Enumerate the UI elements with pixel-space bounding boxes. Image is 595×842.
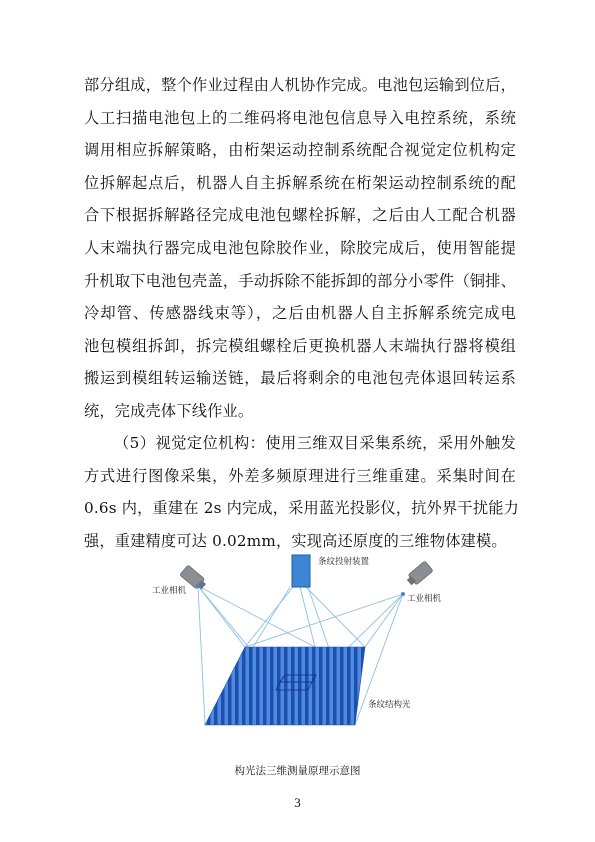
- text-line: 升机取下电池包壳盖，手动拆除不能拆卸的部分小零件（铜排、: [84, 271, 516, 290]
- camera-right-lens: [401, 592, 405, 596]
- page-number: 3: [294, 795, 301, 810]
- projector-device: [292, 555, 310, 587]
- label-structured-light: 条纹结构光: [368, 700, 411, 710]
- text-line: 强，重建精度可达 0.02mm，实现高还原度的三维物体建模。: [84, 531, 507, 550]
- text-line: 方式进行图像采集，外差多频原理进行三维重建。采集时间在: [84, 466, 516, 485]
- text-line: 0.6s 内，重建在 2s 内完成，采用蓝光投影仪，抗外界干扰能力: [84, 499, 519, 518]
- body-paragraph-1: [84, 69, 516, 428]
- camera-right-icon: [405, 561, 433, 588]
- text-line: 池包模组拆卸，拆完模组螺栓后更换机器人末端执行器将模组: [84, 336, 516, 355]
- text-line: （5）视觉定位机构：使用三维双目采集系统，采用外触发: [114, 434, 516, 452]
- text-line: 调用相应拆解策略，由桁架运动控制系统配合视觉定位机构定: [84, 141, 516, 160]
- text-line: 统，完成壳体下线作业。: [84, 401, 254, 420]
- text-line: 冷却管、传感器线束等），之后由机器人自主拆解系统完成电: [84, 304, 516, 323]
- text-line: 部分组成，整个作业过程由人机协作完成。电池包运输到位后，: [84, 76, 516, 94]
- label-camera-left: 工业相机: [152, 586, 187, 596]
- text-line: 人工扫描电池包上的二维码将电池包信息导入电控系统，系统: [84, 108, 516, 127]
- camera-left-lens: [196, 584, 200, 588]
- structured-light-diagram: [130, 545, 465, 750]
- figure-caption: 构光法三维测量原理示意图: [234, 765, 361, 777]
- text-line: 搬运到模组转运输送链，最后将剩余的电池包壳体退回转运系: [84, 369, 516, 388]
- text-line: 合下根据拆解路径完成电池包螺栓拆解，之后由人工配合机器: [84, 206, 516, 225]
- label-camera-right: 工业相机: [407, 594, 442, 604]
- body-paragraph-2: [84, 427, 519, 557]
- text-line: 人末端执行器完成电池包除胶作业，除胶完成后，使用智能提: [84, 238, 516, 257]
- structured-light-plane: [205, 647, 365, 725]
- text-line: 位拆解起点后，机器人自主拆解系统在桁架运动控制系统的配: [84, 173, 516, 192]
- label-projector: 条纹投射装置: [318, 557, 370, 567]
